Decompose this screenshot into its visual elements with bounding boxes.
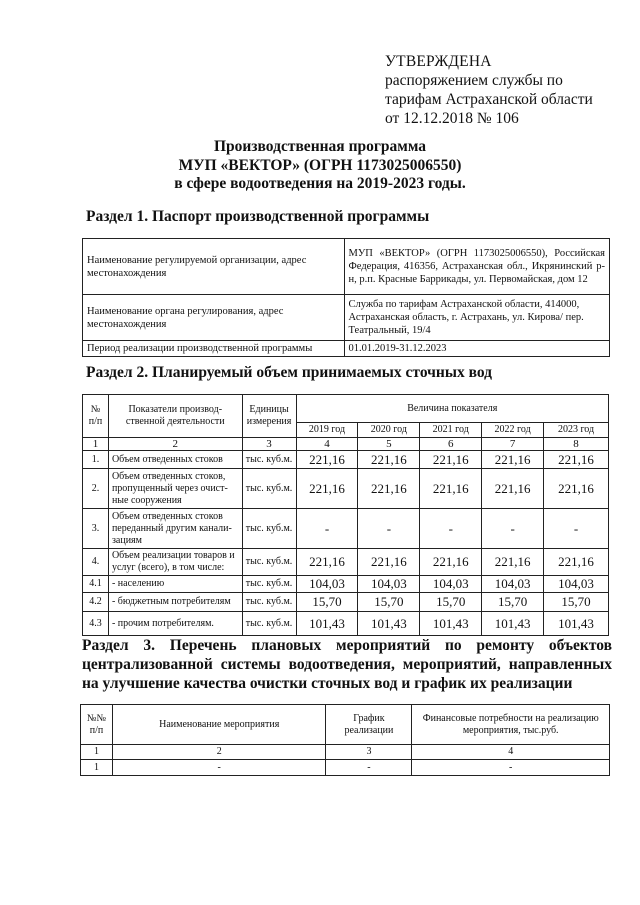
- table-cell: 01.01.2019-31.12.2023: [344, 341, 609, 357]
- row-value: 221,16: [358, 549, 420, 576]
- approval-line: распоряжением службы по: [385, 72, 563, 89]
- row-value: 15,70: [482, 593, 544, 612]
- row-name: Объем реализации товаров и услуг (всего), в том числе:: [108, 549, 242, 576]
- header-num: №№ п/п: [81, 705, 113, 745]
- document-title: [0, 138, 640, 194]
- table-row: [83, 295, 610, 341]
- table-row: [83, 593, 609, 612]
- approval-title: УТВЕРЖДЕНА: [385, 53, 492, 70]
- row-value: 104,03: [420, 576, 482, 593]
- row-value: 104,03: [358, 576, 420, 593]
- measures-table: [80, 704, 610, 776]
- table-row: [83, 451, 609, 469]
- table-row: [83, 576, 609, 593]
- header-year: 2019 год: [296, 423, 358, 438]
- column-number: 6: [420, 438, 482, 451]
- row-value: 104,03: [296, 576, 358, 593]
- row-value: 221,16: [420, 549, 482, 576]
- column-number: 8: [544, 438, 609, 451]
- header-year: 2022 год: [482, 423, 544, 438]
- row-value: -: [482, 509, 544, 549]
- row-num: 4.2: [83, 593, 109, 612]
- table-row: [83, 341, 610, 357]
- row-unit: тыс. куб.м.: [242, 612, 296, 636]
- table-row: [83, 509, 609, 549]
- table-header-row: [81, 705, 610, 745]
- table-row: [81, 760, 610, 776]
- title-line: МУП «ВЕКТОР» (ОГРН 1173025006550): [178, 156, 462, 174]
- row-value: 104,03: [544, 576, 609, 593]
- header-year: 2020 год: [358, 423, 420, 438]
- table-cell: 1: [81, 760, 113, 776]
- title-line: Производственная программа: [213, 138, 427, 155]
- table-row: [83, 469, 609, 509]
- header-value: Величина показателя: [296, 395, 608, 423]
- row-num: 3.: [83, 509, 109, 549]
- row-name: - бюджетным потребителям: [108, 593, 242, 612]
- row-value: 221,16: [296, 451, 358, 469]
- table-cell: -: [326, 760, 412, 776]
- table-cell: Служба по тарифам Астраханской области, 414000, Астраханская область, г. Астрахань, ул. Кирова/ пер. Театральный, 19/4: [344, 295, 609, 341]
- approval-date: от 12.12.2018 № 106: [385, 110, 519, 127]
- row-value: 221,16: [544, 549, 609, 576]
- row-value: 221,16: [544, 451, 609, 469]
- column-number: 7: [482, 438, 544, 451]
- table-cell: МУП «ВЕКТОР» (ОГРН 1173025006550), Российская Федерация, 416356, Астраханская обл., Икрянинский р-н, р.п. Красные Баррикады, ул. Первомайская, дом 12: [344, 239, 609, 295]
- header-unit: Единицы измерения: [242, 395, 296, 438]
- table-cell: -: [412, 760, 610, 776]
- column-number-row: [83, 438, 609, 451]
- table-cell: Период реализации производственной программы: [83, 341, 345, 357]
- row-num: 4.: [83, 549, 109, 576]
- column-number: 1: [83, 438, 109, 451]
- approval-line: тарифам Астраханской области: [385, 91, 593, 108]
- row-value: 104,03: [482, 576, 544, 593]
- row-unit: тыс. куб.м.: [242, 593, 296, 612]
- header-indicator: Показатели производ-ственной деятельности: [108, 395, 242, 438]
- row-name: Объем отведенных стоков переданный другим канали-зациям: [108, 509, 242, 549]
- row-value: 15,70: [358, 593, 420, 612]
- volume-table: [82, 394, 609, 636]
- row-value: -: [544, 509, 609, 549]
- row-value: 15,70: [420, 593, 482, 612]
- row-value: 101,43: [358, 612, 420, 636]
- row-value: 221,16: [296, 469, 358, 509]
- row-value: 221,16: [482, 469, 544, 509]
- table-cell: -: [112, 760, 326, 776]
- row-unit: тыс. куб.м.: [242, 576, 296, 593]
- title-line: в сфере водоотведения на 2019-2023 годы.: [174, 175, 466, 192]
- column-number: 1: [81, 745, 113, 760]
- row-value: -: [420, 509, 482, 549]
- column-number: 4: [412, 745, 610, 760]
- row-name: Объем отведенных стоков, пропущенный через очист-ные сооружения: [108, 469, 242, 509]
- column-number: 2: [108, 438, 242, 451]
- header-finance: Финансовые потребности на реализацию мероприятия, тыс.руб.: [412, 705, 610, 745]
- column-number: 4: [296, 438, 358, 451]
- row-value: 15,70: [544, 593, 609, 612]
- row-value: 15,70: [296, 593, 358, 612]
- approval-stamp: [385, 52, 593, 128]
- header-measure: Наименование мероприятия: [112, 705, 326, 745]
- row-num: 1.: [83, 451, 109, 469]
- section1-heading: Раздел 1. Паспорт производственной программы: [86, 208, 430, 225]
- row-name: - прочим потребителям.: [108, 612, 242, 636]
- row-num: 4.1: [83, 576, 109, 593]
- row-num: 4.3: [83, 612, 109, 636]
- row-value: 221,16: [420, 469, 482, 509]
- table-row: [83, 239, 610, 295]
- row-value: 221,16: [358, 451, 420, 469]
- row-name: Объем отведенных стоков: [108, 451, 242, 469]
- section3-heading: Раздел 3. Перечень плановых мероприятий по ремонту объектов централизованной системы водоотведения, мероприятий, направленных на улучшение качества очистки сточных вод и график их реализации: [82, 637, 612, 692]
- section2-heading: Раздел 2. Планируемый объем принимаемых сточных вод: [86, 364, 492, 381]
- row-value: 221,16: [420, 451, 482, 469]
- row-value: 221,16: [358, 469, 420, 509]
- column-number: 2: [112, 745, 326, 760]
- table-row: [83, 612, 609, 636]
- row-value: -: [358, 509, 420, 549]
- column-number: 5: [358, 438, 420, 451]
- row-value: -: [296, 509, 358, 549]
- row-unit: тыс. куб.м.: [242, 509, 296, 549]
- table-cell: Наименование органа регулирования, адрес местонахождения: [83, 295, 345, 341]
- header-year: 2023 год: [544, 423, 609, 438]
- table-cell: Наименование регулируемой организации, адрес местонахождения: [83, 239, 345, 295]
- table-row: [83, 549, 609, 576]
- header-num: № п/п: [83, 395, 109, 438]
- row-value: 101,43: [544, 612, 609, 636]
- column-number-row: [81, 745, 610, 760]
- row-value: 221,16: [482, 549, 544, 576]
- column-number: 3: [242, 438, 296, 451]
- row-unit: тыс. куб.м.: [242, 469, 296, 509]
- passport-table: [82, 238, 610, 357]
- header-schedule: График реализации: [326, 705, 412, 745]
- row-value: 101,43: [420, 612, 482, 636]
- column-number: 3: [326, 745, 412, 760]
- row-unit: тыс. куб.м.: [242, 549, 296, 576]
- table-header-row: [83, 395, 609, 423]
- row-value: 221,16: [544, 469, 609, 509]
- row-name: - населению: [108, 576, 242, 593]
- row-num: 2.: [83, 469, 109, 509]
- row-value: 221,16: [482, 451, 544, 469]
- row-value: 101,43: [482, 612, 544, 636]
- row-value: 221,16: [296, 549, 358, 576]
- row-unit: тыс. куб.м.: [242, 451, 296, 469]
- header-year: 2021 год: [420, 423, 482, 438]
- row-value: 101,43: [296, 612, 358, 636]
